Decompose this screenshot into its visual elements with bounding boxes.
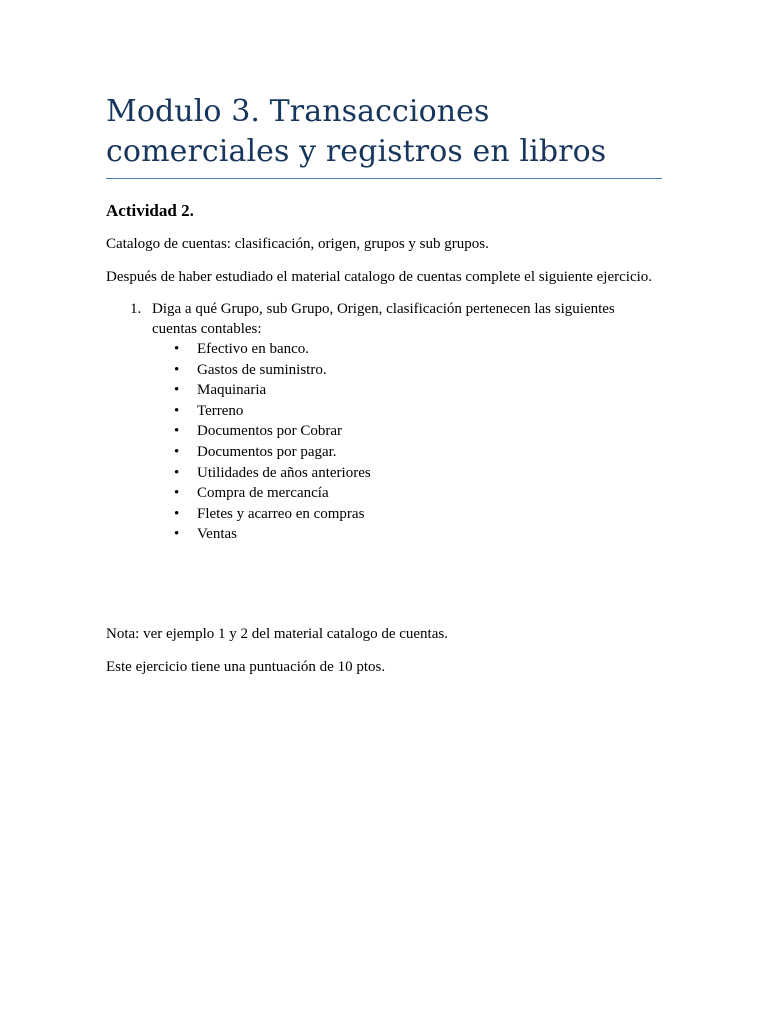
instructions-paragraph: Después de haber estudiado el material catalogo de cuentas complete el siguiente ejercicio. bbox=[106, 269, 653, 285]
account-label: Utilidades de años anteriores bbox=[197, 464, 371, 481]
list-item bbox=[152, 483, 662, 504]
account-label: Documentos por Cobrar bbox=[197, 423, 342, 440]
list-item bbox=[152, 504, 662, 525]
list-item bbox=[152, 524, 662, 545]
account-label: Documentos por pagar. bbox=[197, 443, 337, 460]
list-item bbox=[152, 401, 662, 422]
document-page bbox=[106, 92, 662, 677]
bullet-icon: • bbox=[174, 505, 180, 522]
exercise-list bbox=[106, 299, 662, 545]
account-label: Terreno bbox=[197, 402, 244, 419]
exercise-item bbox=[106, 299, 662, 545]
bullet-icon: • bbox=[174, 361, 180, 378]
catalog-description: Catalogo de cuentas: clasificación, origen, grupos y sub grupos. bbox=[106, 236, 489, 252]
bullet-icon: • bbox=[174, 402, 180, 419]
accounts-list bbox=[152, 339, 662, 545]
list-number: 1. bbox=[130, 301, 142, 317]
score-paragraph: Este ejercicio tiene una puntuación de 10 ptos. bbox=[106, 658, 386, 675]
list-item bbox=[152, 442, 662, 463]
bullet-icon: • bbox=[174, 485, 180, 502]
account-label: Efectivo en banco. bbox=[197, 341, 310, 357]
document-title: Modulo 3. Transacciones comerciales y registros en libros bbox=[106, 92, 662, 179]
exercise-question: Diga a qué Grupo, sub Grupo, Origen, clasificación pertenecen las siguientes cuentas contables: bbox=[152, 301, 615, 337]
list-item bbox=[152, 360, 662, 381]
account-label: Compra de mercancía bbox=[197, 485, 329, 502]
bullet-icon: • bbox=[174, 443, 180, 460]
account-label: Maquinaria bbox=[197, 382, 267, 399]
bullet-icon: • bbox=[174, 464, 180, 481]
bullet-icon: • bbox=[174, 526, 180, 543]
list-item bbox=[152, 380, 662, 401]
bullet-icon: • bbox=[174, 423, 180, 440]
list-item bbox=[152, 421, 662, 442]
bullet-icon: • bbox=[174, 341, 180, 357]
account-label: Gastos de suministro. bbox=[197, 361, 327, 378]
bullet-icon: • bbox=[174, 382, 180, 399]
account-label: Ventas bbox=[197, 526, 237, 543]
note-paragraph: Nota: ver ejemplo 1 y 2 del material catalogo de cuentas. bbox=[106, 625, 448, 642]
list-item bbox=[152, 339, 662, 360]
blank-space bbox=[106, 545, 662, 611]
list-item bbox=[152, 463, 662, 484]
activity-heading: Actividad 2. bbox=[106, 201, 194, 220]
account-label: Fletes y acarreo en compras bbox=[197, 505, 365, 522]
